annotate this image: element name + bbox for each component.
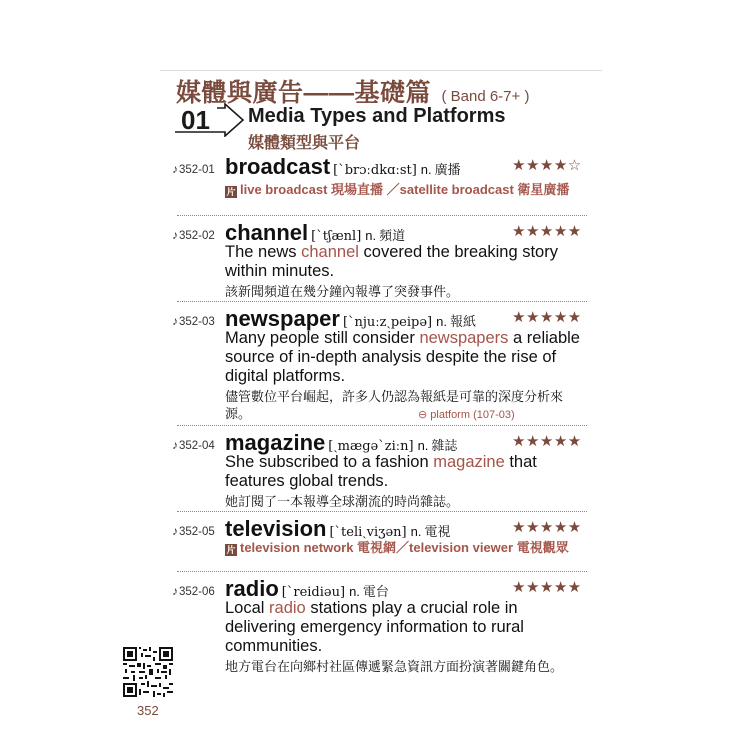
headword-translation: 電台 (362, 584, 389, 599)
audio-track[interactable]: ♪352-04 (172, 438, 215, 452)
example-sentence: Many people still consider newspapers a reliable source of in-depth analysis despite the rise of digital platforms. (225, 329, 580, 385)
top-rule (160, 70, 602, 71)
entry-divider (177, 511, 587, 512)
audio-note-icon: ♪ (172, 524, 178, 538)
audio-track[interactable]: ♪352-01 (172, 162, 215, 176)
headword: newspaper [ˋnjuːzˏpeipə] n. 報紙 (225, 306, 476, 331)
audio-track[interactable]: ♪352-06 (172, 584, 215, 598)
audio-note-icon: ♪ (172, 438, 178, 452)
audio-track[interactable]: ♪352-05 (172, 524, 215, 538)
phrase-line: 片 television network 電視網／television viewer 電視觀眾 (226, 540, 569, 555)
example-sentence: Local radio stations play a crucial role in delivering emergency information to rural communities. (225, 599, 524, 655)
headword: broadcast [ˋbrɔːdkɑːst] n. 廣播 (225, 154, 461, 179)
example-translation: 該新聞頻道在幾分鐘內報導了突發事件。 (225, 284, 460, 299)
headword: magazine [ˏmægəˋziːn] n. 雜誌 (225, 430, 458, 455)
frequency-stars: ★★★★★ (512, 579, 582, 596)
headword: radio [ˋreidiəu] n. 電台 (225, 576, 389, 601)
headword-translation: 頻道 (379, 228, 406, 243)
phonetic: [ˏmægəˋziːn] (328, 439, 414, 454)
part-of-speech: n. (349, 584, 360, 599)
frequency-stars: ★★★★★ (512, 223, 582, 240)
example-translation: 儘管數位平台崛起，許多人仍認為報紙是可靠的深度分析來源。 (225, 389, 564, 421)
audio-track[interactable]: ♪352-02 (172, 228, 215, 242)
entry-divider (177, 215, 587, 216)
entry-divider (177, 571, 587, 572)
part-of-speech: n. (365, 228, 377, 243)
headword-translation: 電視 (424, 524, 451, 539)
page-number: 352 (137, 703, 159, 718)
phrase-icon: 片 (226, 545, 236, 555)
part-of-speech: n. (436, 314, 447, 329)
headword: television [ˋteliˏviʒən] n. 電視 (225, 516, 451, 541)
phrase-icon: 片 (226, 187, 236, 197)
frequency-stars: ★★★★★ (512, 519, 582, 536)
example-translation: 她訂閱了一本報導全球潮流的時尚雜誌。 (225, 494, 460, 509)
frequency-stars: ★★★★★ (512, 309, 582, 326)
example-sentence: She subscribed to a fashion magazine that features global trends. (225, 453, 537, 490)
frequency-stars: ★★★★★ (512, 433, 582, 450)
phonetic: [ˋbrɔːdkɑːst] (333, 163, 417, 178)
frequency-stars: ★★★★☆ (512, 157, 582, 174)
audio-note-icon: ♪ (172, 228, 178, 242)
phonetic: [ˋtʃænl] (311, 229, 362, 244)
audio-track[interactable]: ♪352-03 (172, 314, 215, 328)
unit-number: 01 (181, 105, 210, 135)
example-translation: 地方電台在向鄉村社區傳遞緊急資訊方面扮演著關鍵角色。 (225, 659, 564, 674)
section-title: 媒體與廣告——基礎篇 (176, 79, 432, 107)
example-sentence: The news channel covered the breaking story within minutes. (225, 243, 558, 280)
headword-translation: 報紙 (449, 314, 476, 329)
cross-reference-link[interactable]: ⊖ platform (107-03) (418, 409, 515, 421)
headword-translation: 廣播 (434, 162, 461, 177)
part-of-speech: n. (420, 162, 432, 177)
audio-note-icon: ♪ (172, 314, 178, 328)
phonetic: [ˋnjuːzˏpeipə] (342, 315, 433, 330)
entry-divider (177, 425, 587, 426)
qr-code-icon[interactable] (123, 647, 173, 697)
phonetic: [ˋteliˏviʒən] (329, 525, 407, 540)
phonetic: [ˋreidiəu] (281, 585, 346, 600)
headword: channel [ˋtʃænl] n. 頻道 (225, 220, 406, 245)
unit-title-zh: 媒體類型與平台 (248, 135, 361, 152)
headword-translation: 雜誌 (431, 438, 458, 453)
entry-divider (177, 301, 587, 302)
audio-note-icon: ♪ (172, 162, 178, 176)
band-level: ( Band 6-7+ ) (441, 88, 530, 105)
part-of-speech: n. (410, 524, 422, 539)
unit-title-en: Media Types and Platforms (248, 105, 506, 127)
phrase-line: 片 live broadcast 現場直播 ／satellite broadcast 衛星廣播 (226, 182, 570, 197)
part-of-speech: n. (417, 438, 429, 453)
audio-note-icon: ♪ (172, 584, 178, 598)
